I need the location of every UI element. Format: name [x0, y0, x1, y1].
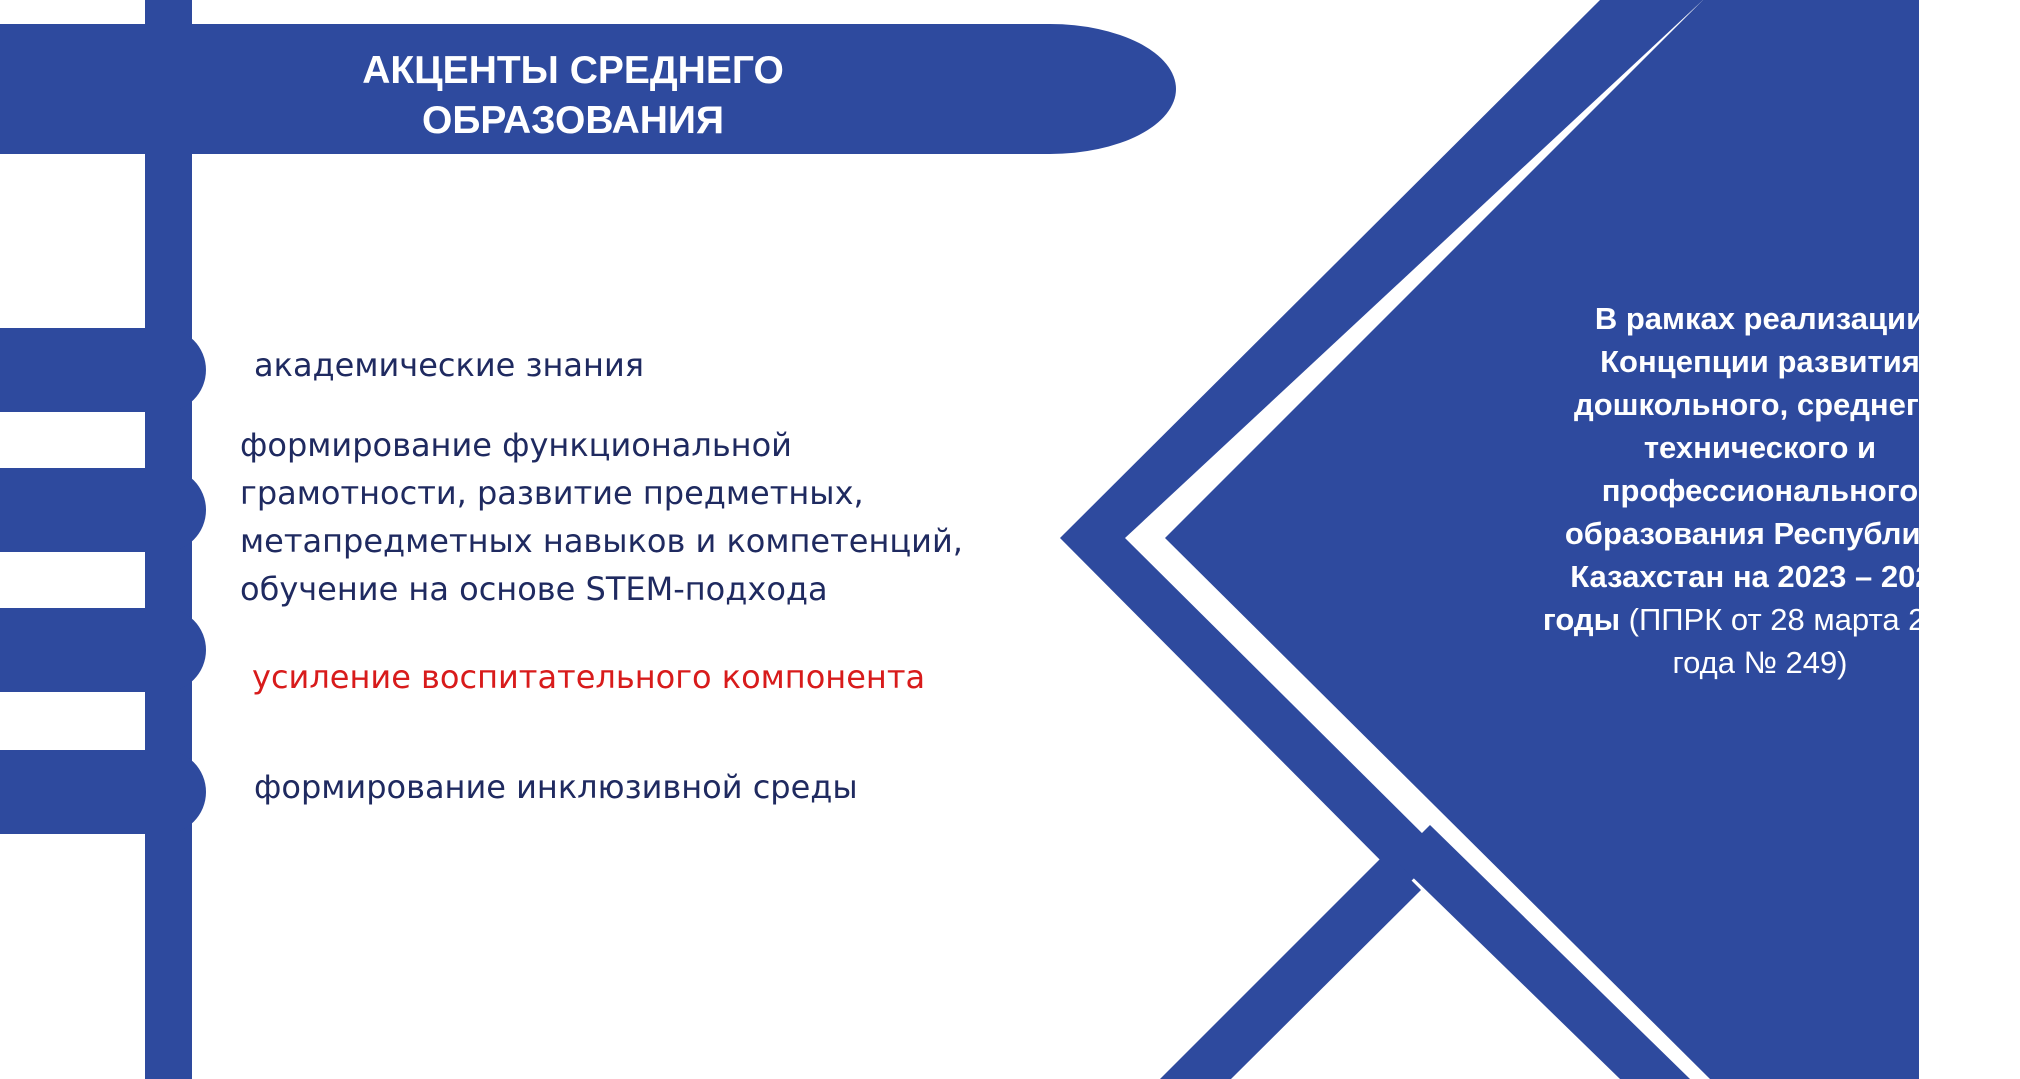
side-note-line: Концепции развития [1600, 344, 1920, 379]
bullet-bar-1 [0, 328, 206, 412]
side-note [1500, 297, 2020, 684]
side-note-bold-word: годы [1542, 602, 1621, 637]
list-item-line: формирование функциональной [240, 426, 792, 464]
side-note-line: В рамках реализации [1594, 301, 1926, 336]
side-note-line: профессионального [1601, 473, 1919, 508]
side-note-line: дошкольного, среднего, [1574, 387, 1946, 422]
side-note-line: года № 249) [1672, 645, 1848, 680]
list-item-upbringing: усиление воспитательного компонента [252, 658, 926, 696]
list-item-literacy [240, 421, 963, 613]
list-item-line: обучение на основе STEM-подхода [240, 570, 828, 608]
page-title-line: ОБРАЗОВАНИЯ [422, 99, 724, 142]
bullet-bar-3 [0, 608, 206, 692]
page-title [160, 46, 986, 146]
bullet-bar-2 [0, 468, 206, 552]
list-item-line: метапредметных навыков и компетенций, [240, 522, 963, 560]
side-note-line: Казахстан на 2023 – 2029 [1570, 559, 1950, 594]
page-title-line: АКЦЕНТЫ СРЕДНЕГО [362, 49, 784, 92]
side-note-line [1500, 598, 2020, 641]
bullet-bar-4 [0, 750, 206, 834]
list-item-line: грамотности, развитие предметных, [240, 474, 864, 512]
list-item-inclusive: формирование инклюзивной среды [254, 768, 858, 806]
side-note-line: технического и [1643, 430, 1877, 465]
lower-diagonal-stripe [1160, 854, 1421, 1079]
list-item-academic: академические знания [254, 346, 644, 384]
side-note-line: образования Республики [1564, 516, 1956, 551]
side-note-plain-text: (ППРК от 28 марта 2023 [1620, 602, 1978, 637]
